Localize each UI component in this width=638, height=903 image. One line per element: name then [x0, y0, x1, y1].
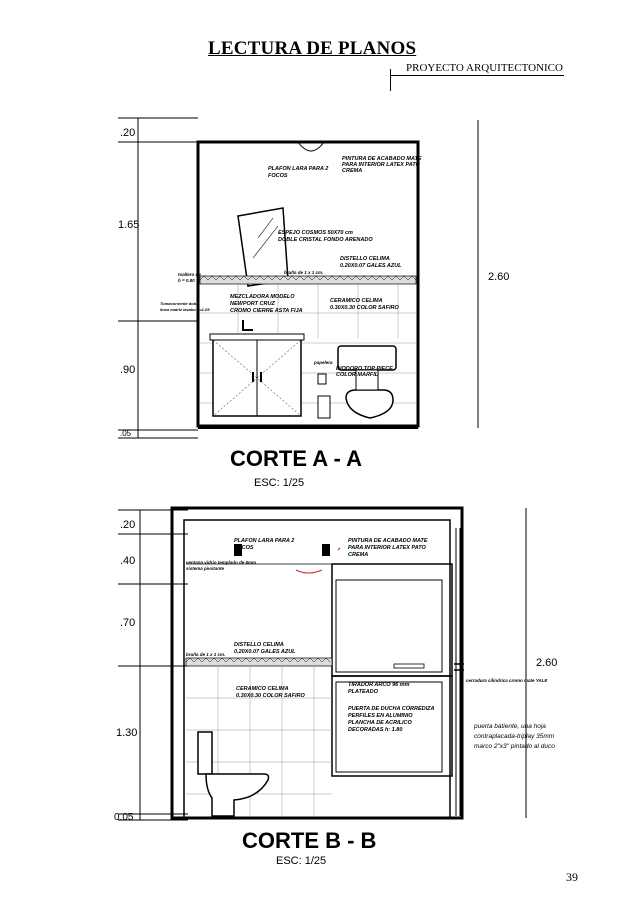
note-b-puerta-4: DECORADAS h: 1.80 [348, 727, 403, 733]
section-b-scale: ESC: 1/25 [276, 855, 327, 867]
dim-a-260: 2.60 [488, 271, 510, 283]
note-a-espejo-1: ESPEJO COSMOS 50X70 cm [278, 230, 353, 236]
dim-a-05: .05 [120, 429, 132, 438]
note-b-tirador-2: PLATEADO [348, 689, 378, 695]
note-b-pintura-3: CREMA [348, 552, 369, 558]
section-b-title: CORTE B - B [242, 828, 377, 853]
dim-a-165: 1.65 [118, 219, 140, 231]
note-a-pintura-3: CREMA [342, 168, 363, 174]
section-b-drawing [108, 498, 590, 870]
section-a-title: CORTE A - A [230, 446, 362, 471]
note-b-distello-2: 0.20X0.07 GALES AZUL [234, 649, 296, 655]
dim-b-70: .70 [120, 617, 136, 629]
note-b-pintura-2: PARA INTERIOR LATEX PATO [348, 545, 426, 551]
note-a-distello-2: 0.20X0.07 GALES AZUL [340, 263, 402, 269]
note-b-puerta-3: PLANCHA DE ACRILICO [348, 720, 412, 726]
note-b-puerta-1: PUERTA DE DUCHA CORREDIZA [348, 706, 435, 712]
note-a-toalla-1: toallero de [178, 272, 201, 277]
section-a-svg [108, 108, 590, 498]
subtitle-rule-vertical [390, 69, 391, 91]
note-b-batiente-3: marco 2"x3" pintado al duco [474, 743, 555, 750]
note-a-mezcladora-1: MEZCLADORA MODELO [230, 294, 295, 300]
dim-b-20: .20 [120, 519, 136, 531]
note-a-mezcladora-3: CROMO CIERRE ASTA FIJA [230, 308, 303, 314]
note-b-ventana-1: ventana vidrio templado de 6mm [186, 560, 257, 565]
page-number: 39 [566, 870, 578, 884]
note-a-ceramico-2: 0.30X0.30 COLOR SAFIRO [330, 305, 399, 311]
note-b-plafon-1: PLAFON LARA PARA 2 [234, 538, 295, 544]
note-a-toalla-2: h = 0.80 [178, 278, 195, 283]
dim-a-90: .90 [120, 364, 136, 376]
dim-b-130: 1.30 [116, 727, 138, 739]
note-b-bruna: bruña de 1 x 1 cm. [186, 652, 226, 657]
note-a-bruna: bruña de 1 x 1 cm. [284, 270, 324, 275]
dim-b-260: 2.60 [536, 657, 558, 669]
note-a-inodoro-2: COLOR MARFIL [336, 372, 379, 378]
note-a-pintura-2: PARA INTERIOR LATEX PATO [342, 162, 420, 168]
page-subtitle: PROYECTO ARQUITECTONICO [406, 62, 563, 74]
note-b-distello-1: DISTELLO CELIMA [234, 642, 284, 648]
note-a-distello-1: DISTELLO CELIMA [340, 256, 390, 262]
note-a-mezcladora-2: NEWPORT CRUZ [230, 301, 275, 307]
note-b-batiente-2: contraplacada-triplay 35mm [474, 733, 555, 740]
note-b-pintura-1: PINTURA DE ACABADO MATE [348, 538, 428, 544]
note-b-ventana-2: sistema pivotante [186, 566, 225, 571]
note-b-puerta-2: PERFILES EN ALUMINIO [348, 713, 413, 719]
note-a-espejo-2: DOBLE CRISTAL FONDO ARENADO [278, 237, 373, 243]
subtitle-rule [390, 75, 564, 76]
note-a-pintura-1: PINTURA DE ACABADO MATE [342, 156, 422, 162]
section-b-svg [108, 498, 590, 870]
note-b-cerradura: cerradura cilindrica cromo mate YALE [466, 678, 548, 683]
note-a-inodoro-1: INODORO TOP PIECE [336, 366, 393, 372]
note-a-toma-1: Tomacorriente doble [160, 301, 200, 306]
dim-b-005: 0.05 [114, 812, 134, 823]
note-b-ceramico-2: 0.30X0.30 COLOR SAFIRO [236, 693, 305, 699]
note-b-tirador-1: TIRADOR ARCO 96 mm [348, 682, 410, 688]
section-a-scale: ESC: 1/25 [254, 477, 305, 489]
note-b-plafon-2: FOCOS [234, 545, 254, 551]
section-a-drawing [108, 108, 590, 498]
note-a-toma-2: linea matriz lavabo h=1.05 [160, 307, 210, 312]
note-b-batiente-1: puerta batiente, una hoja [474, 723, 546, 730]
note-a-plafon-2: FOCOS [268, 173, 288, 179]
note-a-papelera: papelera [314, 360, 333, 365]
page-title: LECTURA DE PLANOS [208, 38, 417, 59]
dim-a-20: .20 [120, 127, 136, 139]
note-a-ceramico-1: CERAMICO CELIMA [330, 298, 383, 304]
dim-b-40: .40 [120, 555, 136, 567]
note-b-ceramico-1: CERAMICO CELIMA [236, 686, 289, 692]
note-a-plafon-1: PLAFON LARA PARA 2 [268, 166, 329, 172]
